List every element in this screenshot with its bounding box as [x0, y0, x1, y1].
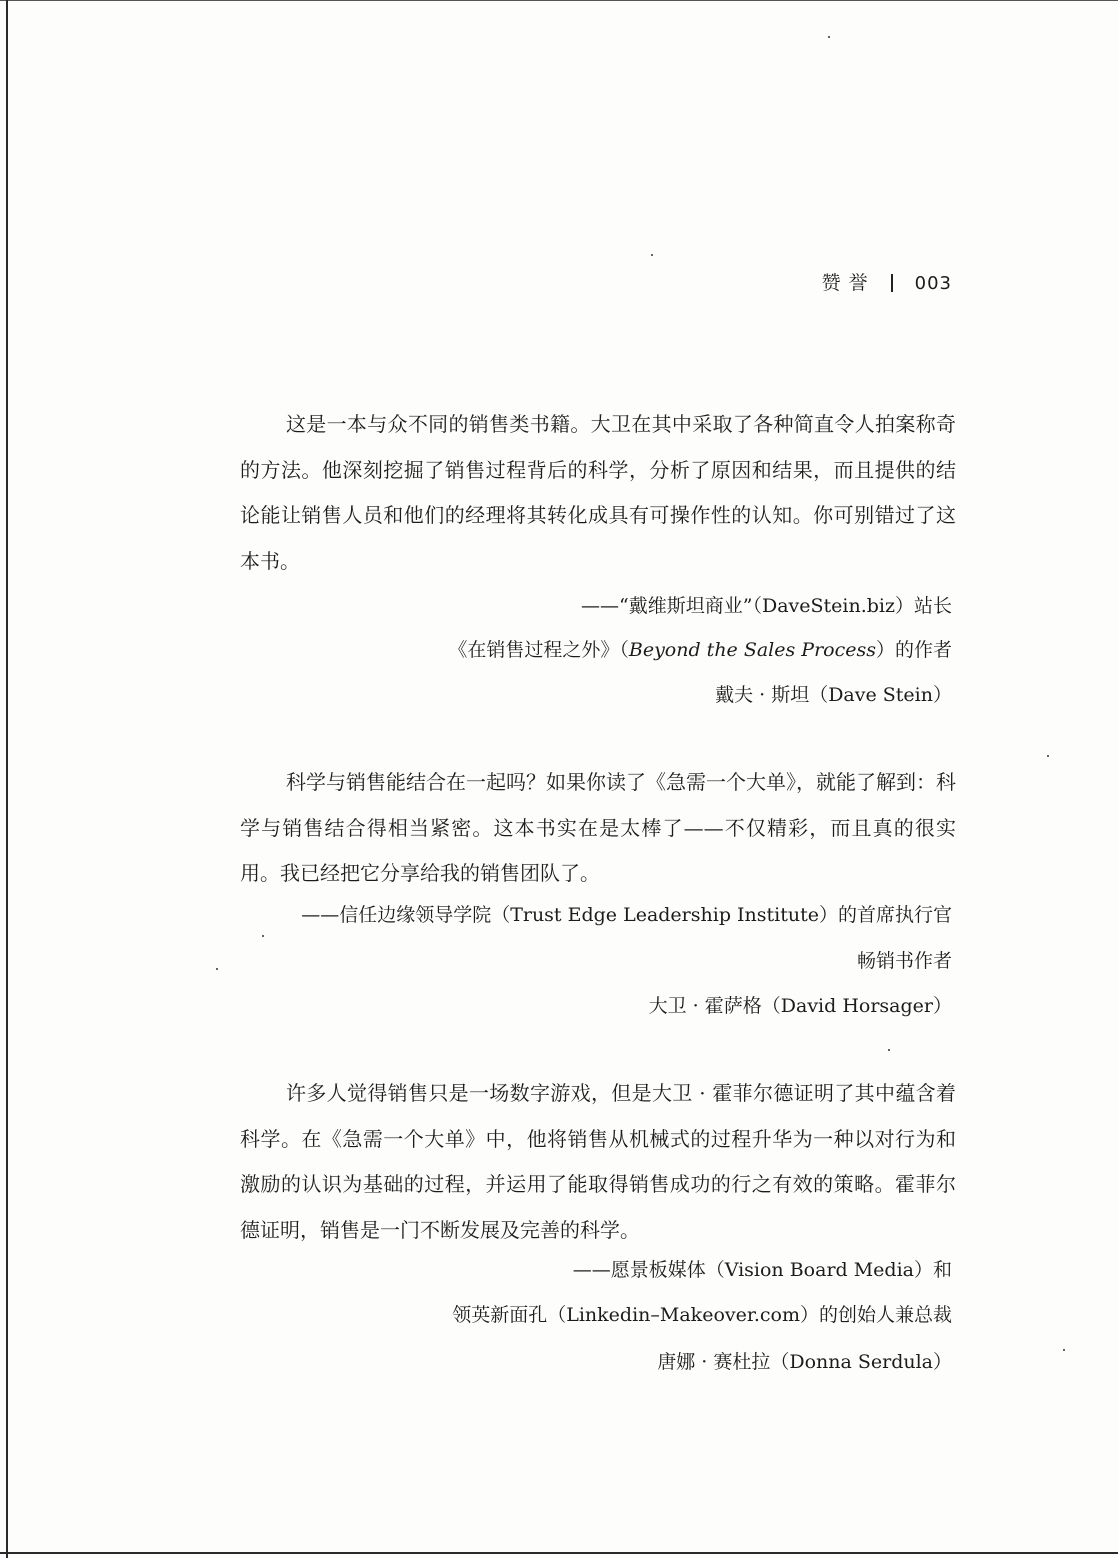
header-separator — [891, 274, 893, 292]
scan-speck — [1047, 755, 1049, 757]
endorsement-paragraph-1: 这是一本与众不同的销售类书籍。大卫在其中采取了各种简直令人拍案称奇的方法。他深刻挖掘了销售过程背后的科学，分析了原因和结果，而且提供的结论能让销售人员和他们的经理将其转化成具有可操作性的认知。你可别错过了这本书。 — [240, 412, 956, 573]
section-title: 赞 誉 — [821, 272, 869, 294]
scan-speck — [216, 968, 218, 970]
running-head — [822, 268, 952, 295]
book-title-italic: Beyond the Sales Process — [628, 639, 876, 661]
attribution-2-line-2: 畅销书作者 — [856, 950, 952, 972]
scan-edge-top — [0, 0, 1118, 1]
attribution-3-line-1: ——愿景板媒体（Vision Board Media）和 — [572, 1259, 952, 1281]
attribution-2-name: 大卫 · 霍萨格（David Horsager） — [648, 995, 952, 1017]
attribution-3-name: 唐娜 · 赛杜拉（Donna Serdula） — [657, 1351, 952, 1373]
scan-edge-bottom — [0, 1552, 1118, 1554]
scan-speck — [651, 254, 653, 256]
endorsement-paragraph-3: 许多人觉得销售只是一场数字游戏，但是大卫 · 霍菲尔德证明了其中蕴含着科学。在《急需一个大单》中，他将销售从机械式的过程升华为一种以对行为和激励的认识为基础的过程，并运用了能取得销售成功的行之有效的策略。霍菲尔德证明，销售是一门不断发展及完善的科学。 — [240, 1081, 956, 1242]
scan-speck — [262, 935, 264, 937]
scan-edge-left — [6, 0, 8, 1558]
scan-speck — [828, 36, 830, 38]
page-number: 003 — [914, 273, 952, 294]
endorsement-paragraph-2: 科学与销售能结合在一起吗？如果你读了《急需一个大单》，就能了解到：科学与销售结合得相当紧密。这本书实在是太棒了——不仅精彩，而且真的很实用。我已经把它分享给我的销售团队了。 — [240, 770, 956, 885]
attribution-2-line-1: ——信任边缘领导学院（Trust Edge Leadership Institute）的首席执行官 — [301, 904, 952, 926]
attribution-1-name: 戴夫 · 斯坦（Dave Stein） — [715, 684, 952, 706]
attribution-1-line-1: ——“戴维斯坦商业”（DaveStein.biz）站长 — [581, 595, 952, 617]
scan-speck — [1063, 1349, 1065, 1351]
scan-speck — [888, 1049, 890, 1051]
attribution-1-line-2: 《在销售过程之外》（Beyond the Sales Process）的作者 — [448, 639, 952, 661]
attribution-3-line-2: 领英新面孔（Linkedin–Makeover.com）的创始人兼总裁 — [452, 1304, 952, 1326]
